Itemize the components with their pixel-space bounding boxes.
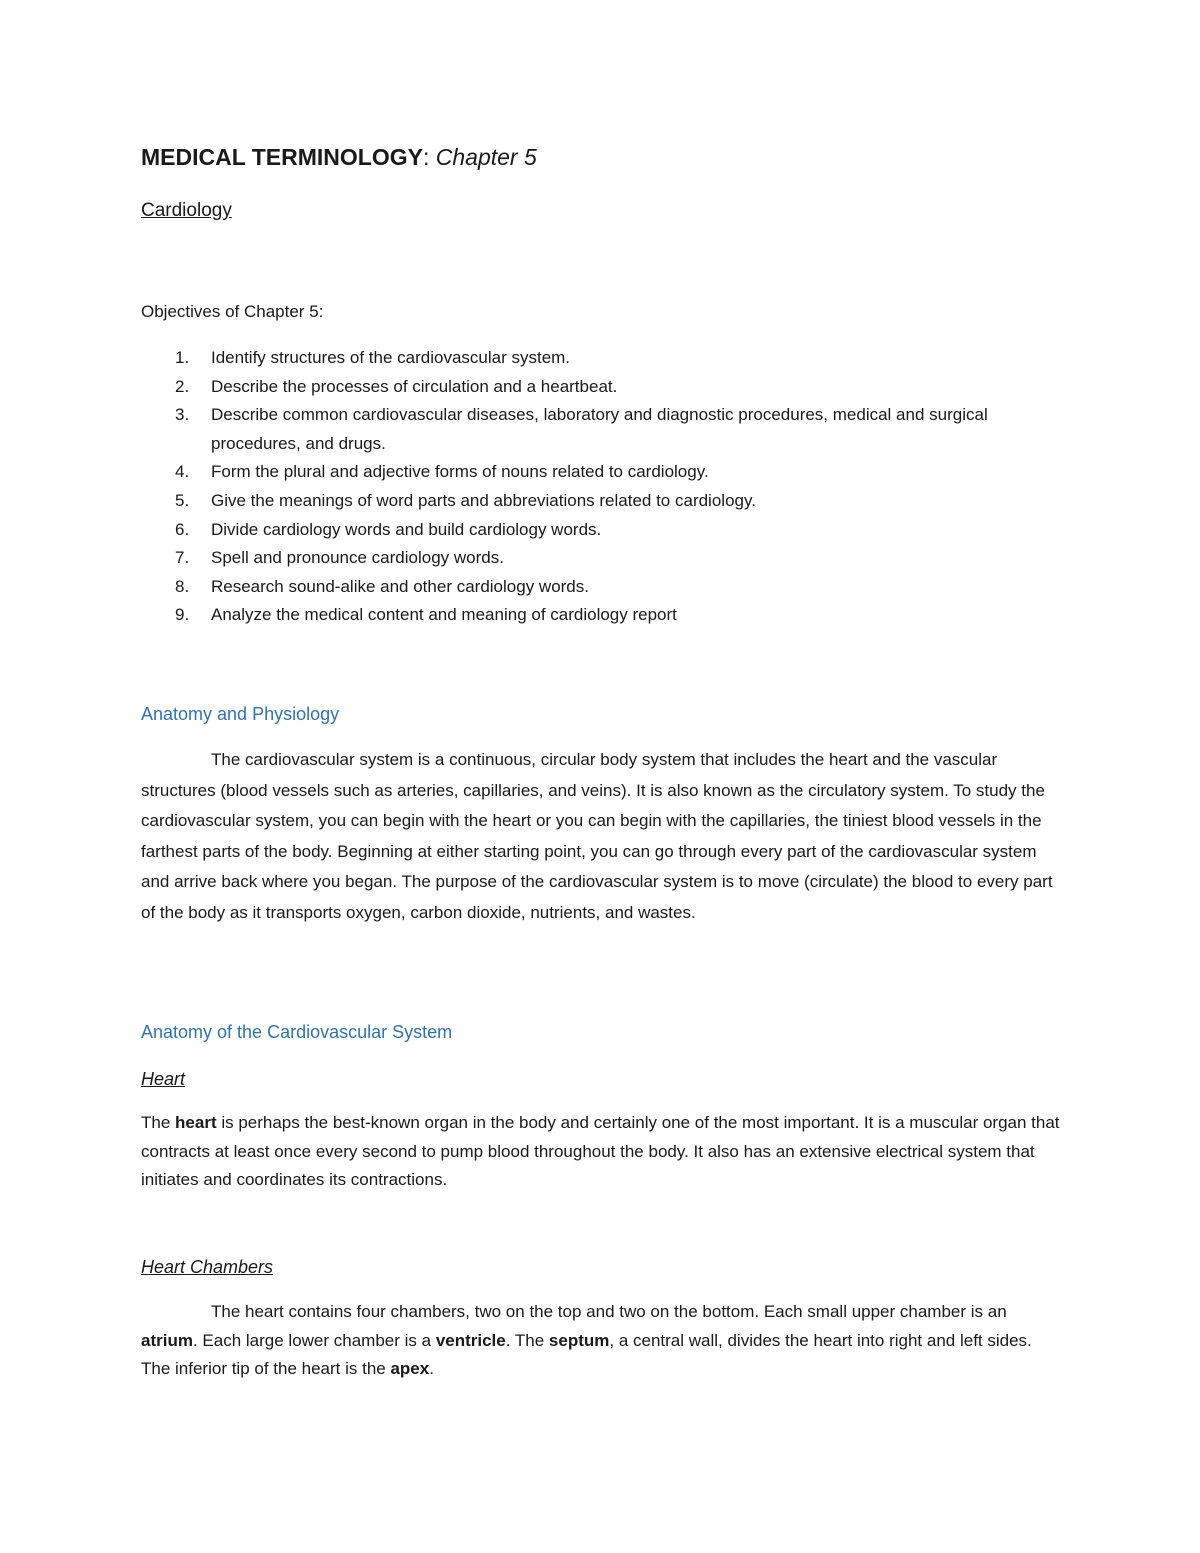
list-number: 9. xyxy=(175,605,190,625)
list-item xyxy=(141,373,1061,402)
list-number: 8. xyxy=(175,576,190,596)
heart-chambers-paragraph xyxy=(141,1298,1061,1384)
list-item xyxy=(141,401,1061,458)
list-item xyxy=(141,516,1061,545)
term-ventricle: ventricle xyxy=(435,1330,506,1350)
list-number: 5. xyxy=(175,490,190,510)
heart-paragraph xyxy=(141,1109,1061,1195)
list-text: Spell and pronounce cardiology words. xyxy=(211,548,504,568)
subject-heading: Cardiology xyxy=(141,200,232,221)
objectives-heading: Objectives of Chapter 5: xyxy=(141,302,324,321)
title-chapter: Chapter 5 xyxy=(435,144,537,170)
text-run: . The xyxy=(505,1330,549,1350)
subheading-heart-chambers: Heart Chambers xyxy=(141,1257,274,1277)
term-apex: apex xyxy=(390,1359,430,1378)
list-number: 3. xyxy=(175,405,190,425)
list-item xyxy=(141,601,1061,630)
list-text: Divide cardiology words and build cardiology words. xyxy=(211,519,602,539)
text-run: is perhaps the best-known organ in the body and certainly one of the most important. It is a muscular organ that contracts at least once every second to pump blood throughout the body. It also has an extensive electrical system that initiates and coordinates its contractions. xyxy=(141,1113,1060,1189)
term-heart: heart xyxy=(175,1113,217,1132)
document-title xyxy=(141,144,537,171)
list-text: Research sound-alike and other cardiology words. xyxy=(211,576,589,596)
section-heading-cardiovascular-anatomy: Anatomy of the Cardiovascular System xyxy=(141,1022,453,1042)
list-text: Describe common cardiovascular diseases, laboratory and diagnostic procedures, medical and surgical procedures, and drugs. xyxy=(211,405,988,453)
list-text: Give the meanings of word parts and abbreviations related to cardiology. xyxy=(211,490,756,510)
list-item xyxy=(141,487,1061,516)
list-number: 1. xyxy=(175,348,190,367)
text-run: . Each large lower chamber is a xyxy=(192,1330,436,1350)
list-item xyxy=(141,573,1061,602)
list-text: Analyze the medical content and meaning of cardiology report xyxy=(211,605,677,625)
section-heading-anatomy-physiology: Anatomy and Physiology xyxy=(141,704,340,724)
list-number: 7. xyxy=(175,548,190,568)
list-number: 6. xyxy=(175,519,190,539)
subheading-heart: Heart xyxy=(141,1069,186,1089)
list-number: 2. xyxy=(175,376,190,396)
text-run: The heart contains four chambers, two on the top and two on the bottom. Each small upper chamber is an xyxy=(211,1302,1007,1321)
list-number: 4. xyxy=(175,462,190,482)
list-text: Describe the processes of circulation and a heartbeat. xyxy=(211,376,618,396)
text-run: . xyxy=(429,1359,434,1378)
term-atrium: atrium xyxy=(141,1330,193,1350)
title-bold: MEDICAL TERMINOLOGY xyxy=(141,144,423,170)
list-item xyxy=(141,458,1061,487)
anatomy-physiology-paragraph: The cardiovascular system is a continuous, circular body system that includes the heart and the vascular structures (blood vessels such as arteries, capillaries, and veins). It is also known as the circulatory system. To study the cardiovascular system, you can begin with the heart or you can begin with the capillaries, the tiniest blood vessels in the farthest parts of the body. Beginning at either starting point, you can go through every part of the cardiovascular system and arrive back where you began. The purpose of the cardiovascular system is to move (circulate) the blood to every part of the body as it transports oxygen, carbon dioxide, nutrients, and wastes. xyxy=(141,750,1053,922)
list-text: Identify structures of the cardiovascular system. xyxy=(211,348,571,367)
text-run: , a central wall, divides the heart into right and left sides. The inferior tip of the heart is the xyxy=(141,1330,1032,1378)
list-item xyxy=(141,544,1061,573)
title-separator: : xyxy=(422,144,430,170)
text-run: The xyxy=(141,1113,176,1132)
list-item xyxy=(141,344,1061,373)
term-septum: septum xyxy=(548,1330,610,1350)
list-text: Form the plural and adjective forms of nouns related to cardiology. xyxy=(211,462,709,482)
objectives-list xyxy=(141,344,1061,630)
